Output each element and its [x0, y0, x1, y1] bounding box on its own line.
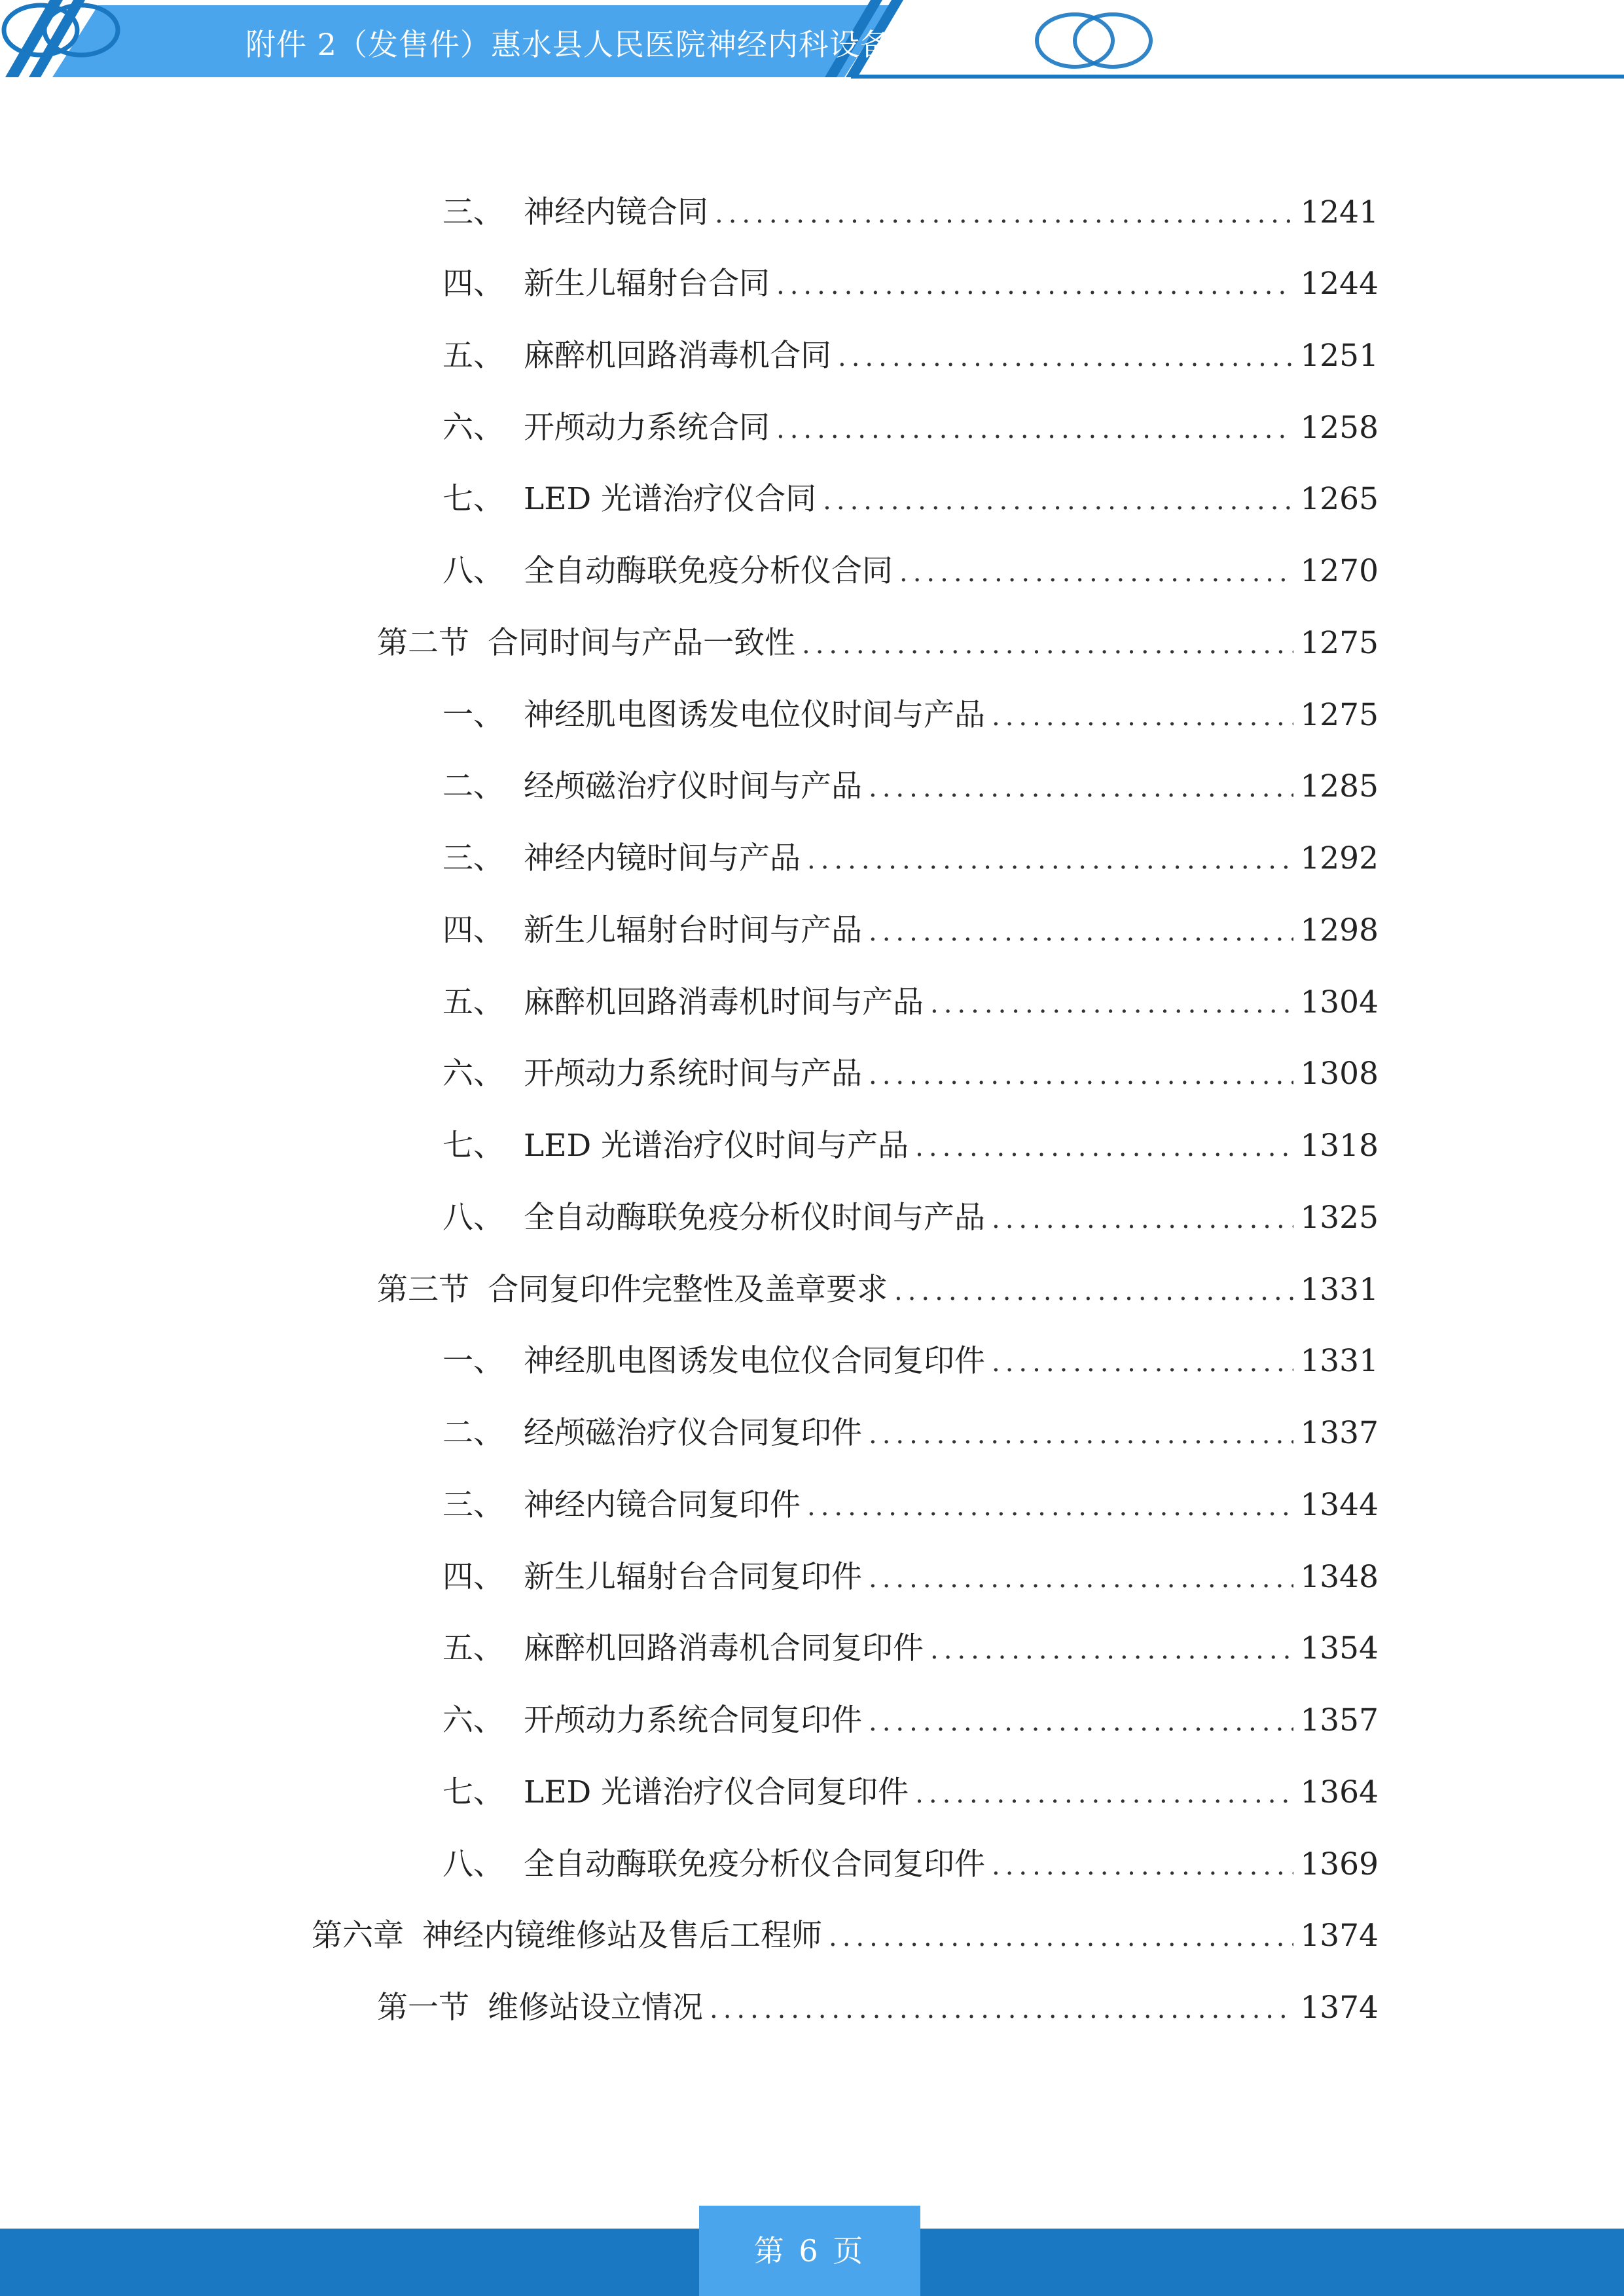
toc-entry-number: 七、 — [442, 1774, 504, 1810]
toc-entry-number: 七、 — [442, 481, 504, 517]
toc-entry-page: 1318 — [1300, 1128, 1379, 1164]
toc-entry-number: 二、 — [442, 1415, 504, 1451]
toc-entry-title: 全自动酶联免疫分析仪时间与产品 — [524, 1200, 985, 1236]
toc-leader-dots — [992, 1843, 1293, 1889]
toc-entry[interactable] — [442, 548, 1379, 594]
toc-entry[interactable] — [377, 620, 1379, 666]
toc-leader-dots — [710, 1986, 1293, 2032]
toc-entry-title: 合同时间与产品一致性 — [488, 625, 795, 661]
toc-entry-number: 四、 — [442, 1559, 504, 1595]
toc-entry-page: 1331 — [1300, 1343, 1379, 1379]
toc-entry-title: 神经内镜合同复印件 — [524, 1487, 801, 1523]
toc-entry-page: 1270 — [1300, 553, 1379, 589]
double-ring-logo-icon — [0, 0, 122, 60]
toc-leader-dots — [829, 1914, 1293, 1960]
toc-entry-number: 第二节 — [377, 625, 469, 661]
toc-entry-title: 开颅动力系统合同复印件 — [524, 1702, 862, 1738]
toc-entry[interactable] — [442, 764, 1379, 810]
toc-entry-title: 新生儿辐射台合同 — [524, 266, 770, 302]
toc-entry[interactable] — [442, 1195, 1379, 1241]
toc-entry[interactable] — [442, 836, 1379, 882]
toc-entry[interactable] — [442, 1698, 1379, 1744]
toc-entry-number: 八、 — [442, 553, 504, 589]
toc-entry-page: 1241 — [1300, 194, 1379, 230]
toc-leader-dots — [930, 981, 1293, 1027]
toc-entry-title: 神经肌电图诱发电位仪时间与产品 — [524, 697, 985, 733]
toc-entry[interactable] — [442, 1842, 1379, 1888]
toc-entry-number: 第三节 — [377, 1272, 469, 1308]
toc-entry-title: 麻醉机回路消毒机时间与产品 — [524, 984, 924, 1020]
toc-entry-title: 经颅磁治疗仪合同复印件 — [524, 1415, 862, 1451]
toc-entry-title: 神经肌电图诱发电位仪合同复印件 — [524, 1343, 985, 1379]
toc-entry-title: 维修站设立情况 — [488, 1990, 703, 2026]
toc-entry[interactable] — [442, 405, 1379, 451]
toc-entry-page: 1337 — [1300, 1415, 1379, 1451]
toc-entry-title: 全自动酶联免疫分析仪合同 — [524, 553, 893, 589]
toc-entry-page: 1344 — [1300, 1487, 1379, 1523]
toc-entry[interactable] — [377, 1267, 1379, 1313]
toc-entry-page: 1258 — [1300, 410, 1379, 446]
toc-entry[interactable] — [377, 1985, 1379, 2031]
toc-entry[interactable] — [442, 1770, 1379, 1816]
toc-entry-page: 1244 — [1300, 266, 1379, 302]
toc-entry-number: 第六章 — [312, 1918, 404, 1954]
toc-leader-dots — [894, 1268, 1293, 1314]
toc-entry-number: 七、 — [442, 1128, 504, 1164]
page-header — [0, 0, 1624, 85]
toc-entry-page: 1275 — [1300, 625, 1379, 661]
toc-entry-number: 四、 — [442, 266, 504, 302]
toc-entry-title: 神经内镜合同 — [524, 194, 708, 230]
toc-entry[interactable] — [442, 1123, 1379, 1169]
header-rule — [851, 75, 1624, 79]
page-number: 第 6 页 — [699, 2206, 920, 2296]
toc-entry-page: 1275 — [1300, 697, 1379, 733]
toc-entry[interactable] — [442, 1482, 1379, 1528]
toc-leader-dots — [992, 694, 1293, 740]
toc-entry[interactable] — [442, 1338, 1379, 1384]
toc-entry-number: 三、 — [442, 840, 504, 876]
toc-leader-dots — [899, 550, 1293, 596]
toc-entry-title: 经颅磁治疗仪时间与产品 — [524, 768, 862, 804]
toc-entry-page: 1369 — [1300, 1846, 1379, 1882]
toc-entry-number: 五、 — [442, 984, 504, 1020]
toc-leader-dots — [823, 478, 1293, 524]
toc-entry-title: 合同复印件完整性及盖章要求 — [488, 1272, 888, 1308]
toc-entry-number: 六、 — [442, 1056, 504, 1092]
toc-leader-dots — [869, 1412, 1293, 1458]
toc-entry[interactable] — [442, 692, 1379, 738]
toc-entry-page: 1251 — [1300, 338, 1379, 374]
toc-entry-title: 新生儿辐射台时间与产品 — [524, 912, 862, 948]
toc-entry-page: 1348 — [1300, 1559, 1379, 1595]
toc-entry-page: 1308 — [1300, 1056, 1379, 1092]
toc-entry-title: 全自动酶联免疫分析仪合同复印件 — [524, 1846, 985, 1882]
toc-entry-page: 1298 — [1300, 912, 1379, 948]
toc-entry-page: 1357 — [1300, 1702, 1379, 1738]
toc-leader-dots — [869, 1556, 1293, 1602]
toc-entry-number: 第一节 — [377, 1990, 469, 2026]
toc-entry-page: 1374 — [1300, 1918, 1379, 1954]
toc-entry-page: 1354 — [1300, 1630, 1379, 1666]
toc-leader-dots — [869, 1699, 1293, 1745]
toc-entry[interactable] — [442, 1051, 1379, 1097]
toc-leader-dots — [869, 765, 1293, 811]
toc-leader-dots — [992, 1196, 1293, 1242]
toc-leader-dots — [802, 622, 1293, 668]
toc-entry-number: 八、 — [442, 1200, 504, 1236]
toc-leader-dots — [715, 191, 1293, 237]
toc-entry[interactable] — [442, 476, 1379, 522]
toc-leader-dots — [869, 909, 1293, 955]
toc-entry-number: 一、 — [442, 1343, 504, 1379]
toc-entry-page: 1292 — [1300, 840, 1379, 876]
toc-entry-title: 神经内镜维修站及售后工程师 — [422, 1918, 822, 1954]
toc-entry-page: 1285 — [1300, 768, 1379, 804]
toc-leader-dots — [807, 1484, 1293, 1530]
toc-leader-dots — [807, 837, 1293, 883]
toc-leader-dots — [776, 406, 1293, 452]
toc-entry-number: 六、 — [442, 1702, 504, 1738]
toc-entry-number: 三、 — [442, 194, 504, 230]
toc-entry[interactable] — [442, 980, 1379, 1026]
toc-leader-dots — [915, 1124, 1293, 1170]
toc-leader-dots — [915, 1771, 1293, 1817]
toc-entry-number: 二、 — [442, 768, 504, 804]
toc-entry[interactable] — [442, 333, 1379, 379]
toc-entry-title: 开颅动力系统合同 — [524, 410, 770, 446]
toc-leader-dots — [838, 334, 1293, 380]
toc-entry-number: 八、 — [442, 1846, 504, 1882]
toc-entry-title: 麻醉机回路消毒机合同复印件 — [524, 1630, 924, 1666]
toc-leader-dots — [992, 1340, 1293, 1386]
toc-entry-page: 1304 — [1300, 984, 1379, 1020]
toc-entry-title: LED 光谱治疗仪合同复印件 — [524, 1774, 909, 1810]
toc-leader-dots — [930, 1627, 1293, 1673]
toc-entry-page: 1374 — [1300, 1990, 1379, 2026]
toc-leader-dots — [869, 1052, 1293, 1098]
toc-entry[interactable] — [442, 1626, 1379, 1672]
header-title: 附件 2（发售件）惠水县人民医院神经内科设备采购项目 — [245, 27, 1014, 62]
toc-entry-title: 新生儿辐射台合同复印件 — [524, 1559, 862, 1595]
toc-entry-number: 三、 — [442, 1487, 504, 1523]
toc-entry-title: 麻醉机回路消毒机合同 — [524, 338, 831, 374]
toc-entry-title: LED 光谱治疗仪时间与产品 — [524, 1128, 909, 1164]
toc-entry-title: 开颅动力系统时间与产品 — [524, 1056, 862, 1092]
toc-entry[interactable] — [442, 261, 1379, 307]
toc-entry-number: 六、 — [442, 410, 504, 446]
toc-entry-title: 神经内镜时间与产品 — [524, 840, 801, 876]
toc-entry-title: LED 光谱治疗仪合同 — [524, 481, 817, 517]
toc-leader-dots — [776, 262, 1293, 308]
toc-entry-number: 一、 — [442, 697, 504, 733]
toc-entry-page: 1364 — [1300, 1774, 1379, 1810]
toc-entry[interactable] — [442, 1410, 1379, 1456]
toc-entry-page: 1331 — [1300, 1272, 1379, 1308]
toc-entry-page: 1325 — [1300, 1200, 1379, 1236]
toc-entry-number: 五、 — [442, 1630, 504, 1666]
toc-entry[interactable] — [442, 1554, 1379, 1600]
toc-entry-number: 五、 — [442, 338, 504, 374]
toc-entry[interactable] — [442, 190, 1379, 236]
toc-entry[interactable] — [312, 1913, 1379, 1959]
toc-entry-page: 1265 — [1300, 481, 1379, 517]
toc-entry-number: 四、 — [442, 912, 504, 948]
toc-entry[interactable] — [442, 908, 1379, 954]
